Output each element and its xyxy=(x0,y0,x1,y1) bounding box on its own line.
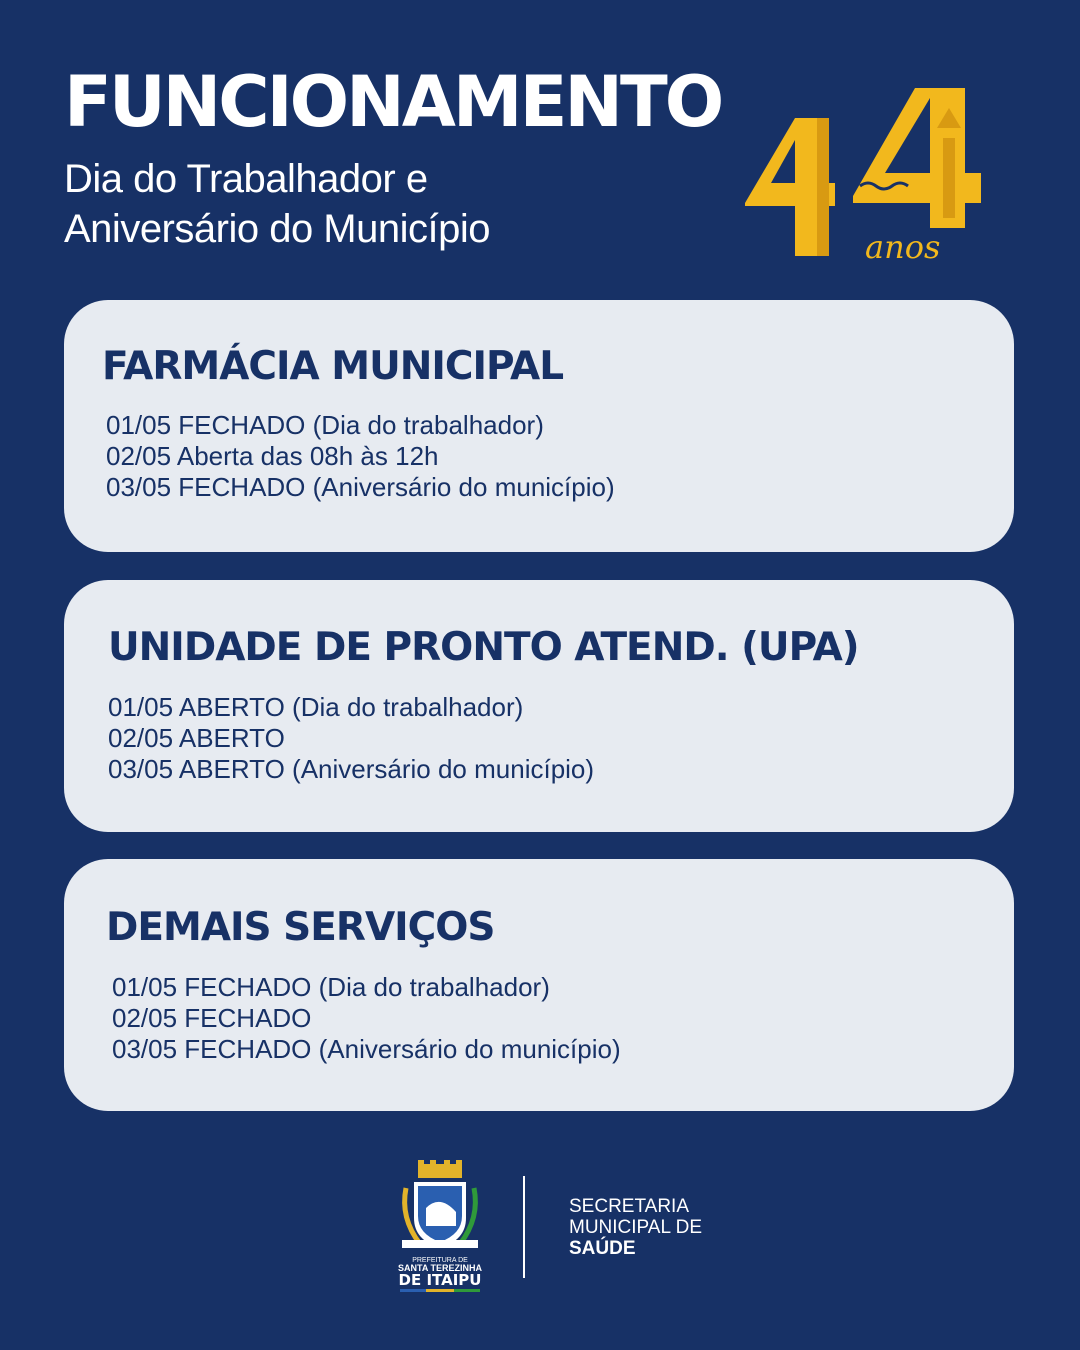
page-title: FUNCIONAMENTO xyxy=(64,61,722,143)
card-lines xyxy=(106,410,615,503)
card-title: FARMÁCIA MUNICIPAL xyxy=(102,344,564,389)
subtitle-line-1: Dia do Trabalhador e xyxy=(64,157,428,201)
secretaria-line-2: MUNICIPAL DE xyxy=(569,1217,703,1238)
logo-text-mid: SANTA TEREZINHA xyxy=(398,1263,482,1273)
list-item: 03/05 FECHADO (Aniversário do município) xyxy=(106,472,615,502)
secretaria-line-3: SAÚDE xyxy=(569,1238,636,1259)
list-item: 02/05 ABERTO xyxy=(108,723,285,753)
secretaria-line-1: SECRETARIA xyxy=(569,1196,690,1217)
list-item: 03/05 FECHADO (Aniversário do município) xyxy=(112,1034,621,1064)
anniversary-44-logo xyxy=(735,78,985,268)
card-title: UNIDADE DE PRONTO ATEND. (UPA) xyxy=(108,625,859,670)
secretaria-saude-label xyxy=(569,1196,702,1259)
list-item: 01/05 FECHADO (Dia do trabalhador) xyxy=(112,972,550,1002)
footer-divider xyxy=(523,1176,525,1278)
prefeitura-logo xyxy=(392,1158,488,1298)
crown-icon xyxy=(418,1164,462,1178)
card-demais-servicos xyxy=(64,859,1014,1111)
logo-text-big: DE ITAIPU xyxy=(398,1271,482,1289)
list-item: 01/05 ABERTO (Dia do trabalhador) xyxy=(108,692,524,722)
card-lines xyxy=(108,692,594,785)
card-farmacia xyxy=(64,300,1014,552)
logo-text-small: PREFEITURA DE xyxy=(412,1257,468,1264)
anniversary-word: anos xyxy=(865,228,941,266)
card-upa xyxy=(64,580,1014,832)
card-lines xyxy=(112,972,621,1065)
subtitle-line-2: Aniversário do Município xyxy=(64,207,490,251)
list-item: 03/05 ABERTO (Aniversário do município) xyxy=(108,754,595,784)
list-item: 01/05 FECHADO (Dia do trabalhador) xyxy=(106,410,544,440)
subtitle xyxy=(64,154,490,254)
list-item: 02/05 FECHADO xyxy=(112,1003,312,1033)
list-item: 02/05 Aberta das 08h às 12h xyxy=(106,441,439,471)
card-title: DEMAIS SERVIÇOS xyxy=(106,905,495,950)
